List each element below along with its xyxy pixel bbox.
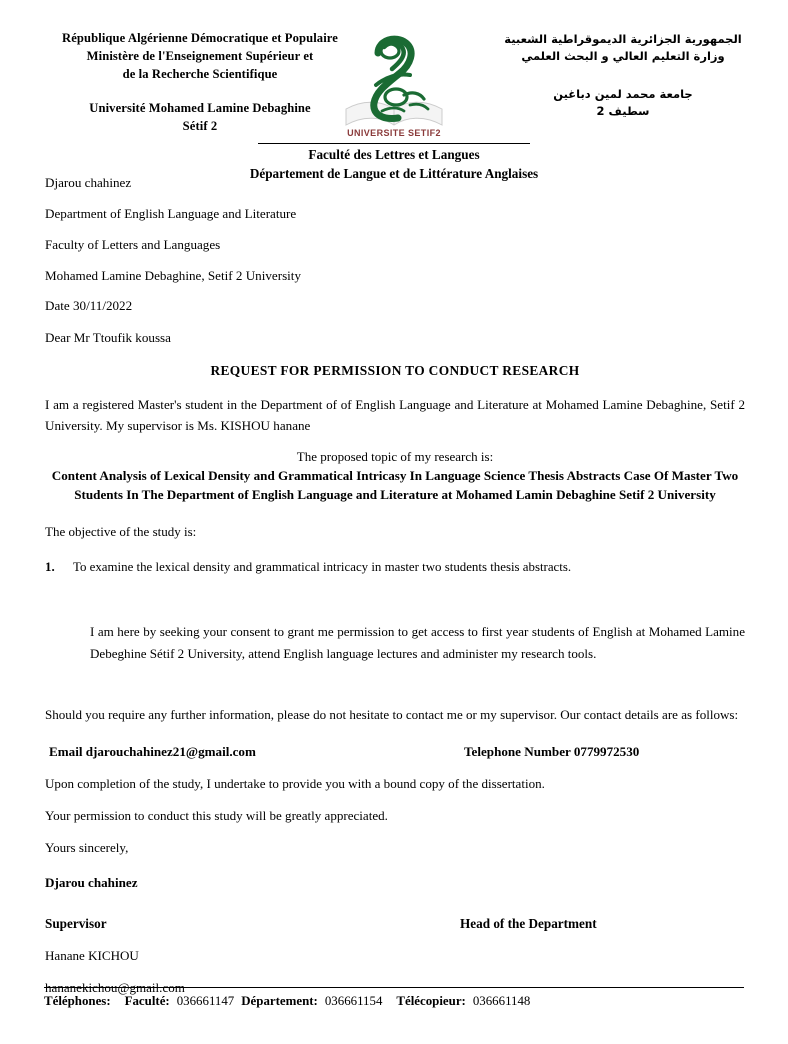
logo-caption: UNIVERSITE SETIF2 <box>347 128 441 138</box>
objective-list-item <box>45 560 745 575</box>
salutation: Dear Mr Ttoufik koussa <box>45 329 171 345</box>
footer-telephones-label: Téléphones: <box>44 994 111 1008</box>
sender-university: Mohamed Lamine Debaghine, Setif 2 University <box>45 267 301 283</box>
page-footer <box>44 987 744 1009</box>
letterhead-french <box>40 30 360 135</box>
republic-line: République Algérienne Démocratique et Populaire <box>62 31 338 45</box>
ministry-line-2: de la Recherche Scientifique <box>122 66 278 81</box>
university-city-french: Sétif 2 <box>182 118 218 133</box>
objective-number: 1. <box>45 560 55 575</box>
footer-contact-line <box>44 994 744 1009</box>
objective-text: To examine the lexical density and grammatical intricacy in master two students thesis abstracts. <box>73 560 572 575</box>
department-name: Département de Langue et de Littérature Anglaises <box>249 166 539 182</box>
intro-paragraph: I am a registered Master's student in the Department of of English Language and Literature at Mohamed Lamine Debaghine, Setif 2 University. My supervisor is Ms. KISHOU hanane <box>45 396 745 433</box>
consent-paragraph: I am here by seeking your consent to grant me permission to get access to first year students of English at Mohamed Lamine Debeghine Sétif 2 University, attend English language lectures and administer my research tools. <box>90 624 745 662</box>
footer-fax-label: Télécopieur: <box>396 994 466 1008</box>
appreciation-line: Your permission to conduct this study will be greatly appreciated. <box>45 807 388 823</box>
letterhead <box>40 0 748 150</box>
research-topic-title: Content Analysis of Lexical Density and Grammatical Intricasy In Language Science Thesis Abstracts Case Of Master Two Students In The Department of English Language and Literature at Mohamed Lamin Debaghine Setif 2 University <box>51 468 739 502</box>
signature-name: Djarou chahinez <box>45 874 138 890</box>
university-city-arabic: سطيف 2 <box>596 103 650 118</box>
objective-lead: The objective of the study is: <box>45 524 197 540</box>
letter-title: REQUEST FOR PERMISSION TO CONDUCT RESEARCH <box>210 362 580 378</box>
university-name-french: Université Mohamed Lamine Debaghine <box>89 100 311 115</box>
footer-department-label: Département: <box>241 994 318 1008</box>
closing-line: Yours sincerely, <box>45 839 129 855</box>
faculty-name: Faculté des Lettres et Langues <box>308 147 480 162</box>
letter-body <box>45 175 745 996</box>
footer-faculty-number: 036661147 <box>176 994 235 1008</box>
footer-divider <box>44 987 744 988</box>
supervisor-name: Hanane KICHOU <box>45 947 139 963</box>
supervisor-email: hananekichou@gmail.com <box>45 979 185 995</box>
contact-paragraph: Should you require any further information, please do not hesitate to contact me or my supervisor. Our contact details are as follows: <box>45 706 739 722</box>
sender-faculty: Faculty of Letters and Languages <box>45 236 221 252</box>
topic-lead: The proposed topic of my research is: <box>296 449 494 465</box>
signature-labels-row <box>45 916 745 932</box>
footer-department-number: 036661154 <box>324 994 383 1008</box>
supervisor-label: Supervisor <box>45 915 107 931</box>
ministry-line-arabic: وزارة التعليم العالي و البحث العلمي <box>521 49 725 64</box>
university-name-arabic: جامعة محمد لمين دباغين <box>553 86 693 101</box>
ministry-line-1: Ministère de l'Enseignement Supérieur et <box>86 48 314 63</box>
footer-fax-number: 036661148 <box>472 994 531 1008</box>
header-divider <box>258 143 530 144</box>
email-detail: Email djarouchahinez21@gmail.com <box>49 743 256 759</box>
sender-department: Department of English Language and Literature <box>45 205 297 221</box>
contact-details-row <box>45 744 745 760</box>
dissertation-line: Upon completion of the study, I undertake to provide you with a bound copy of the dissertation. <box>45 775 545 791</box>
footer-faculty-label: Faculté: <box>124 994 170 1008</box>
letter-date: Date 30/11/2022 <box>45 298 133 314</box>
head-of-department-label: Head of the Department <box>460 915 597 931</box>
university-logo <box>338 25 450 140</box>
telephone-detail: Telephone Number 0779972530 <box>464 743 640 759</box>
letterhead-arabic <box>498 31 748 120</box>
republic-line-arabic: الجمهورية الجزائرية الديموقراطية الشعبية <box>504 32 742 46</box>
sender-name: Djarou chahinez <box>45 175 132 190</box>
